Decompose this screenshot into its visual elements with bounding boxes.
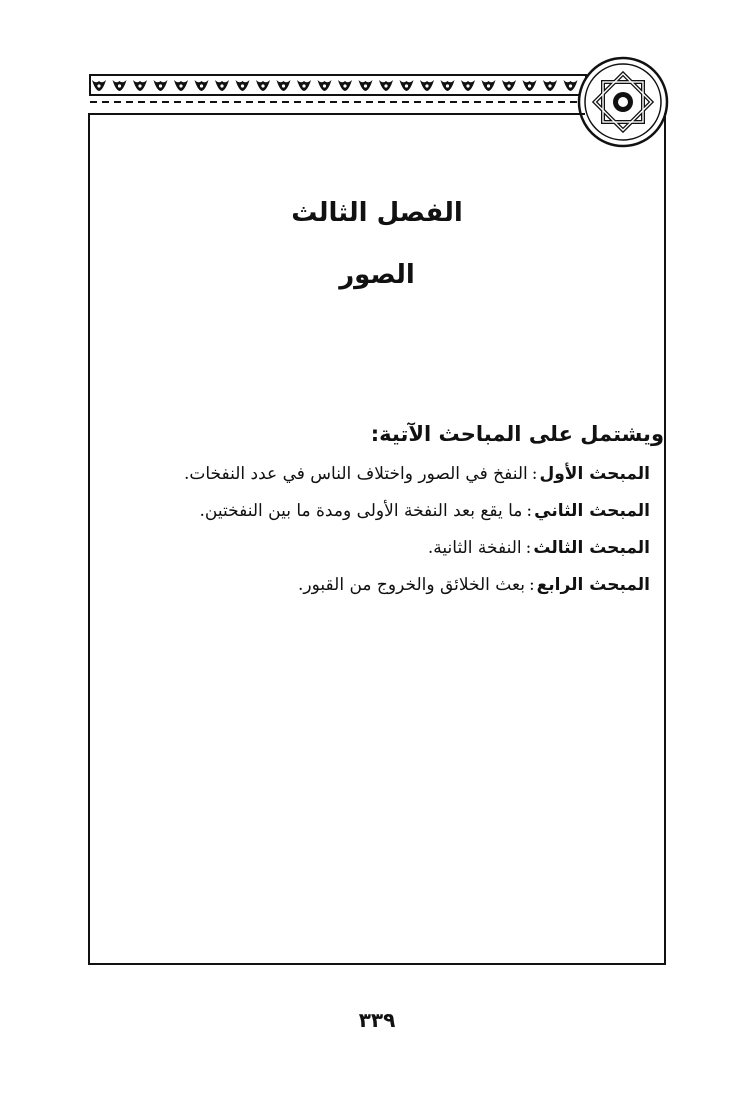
floral-motif-row xyxy=(92,80,578,91)
floral-motif-icon xyxy=(195,80,209,91)
topic-separator: : xyxy=(525,538,532,558)
floral-motif-icon xyxy=(564,80,578,91)
topic-text: النفخة الثانية. xyxy=(427,538,522,558)
floral-motif-icon xyxy=(379,80,393,91)
floral-motif-icon xyxy=(338,80,352,91)
topic-separator: : xyxy=(531,464,538,484)
topic-item xyxy=(104,493,650,530)
topic-separator: : xyxy=(528,575,535,595)
ornamental-border xyxy=(88,72,588,112)
floral-motif-icon xyxy=(92,80,106,91)
floral-motif-icon xyxy=(297,80,311,91)
floral-motif-icon xyxy=(441,80,455,91)
topic-item xyxy=(104,530,650,567)
topic-text: النفخ في الصور واختلاف الناس في عدد النفخات. xyxy=(183,464,528,484)
topic-item xyxy=(104,456,650,493)
floral-motif-icon xyxy=(318,80,332,91)
floral-motif-icon xyxy=(420,80,434,91)
floral-motif-icon xyxy=(502,80,516,91)
topic-list xyxy=(104,456,664,604)
topic-separator: : xyxy=(526,501,533,521)
topic-text: ما يقع بعد النفخة الأولى ومدة ما بين النفختين. xyxy=(199,501,523,521)
topic-text: بعث الخلائق والخروج من القبور. xyxy=(298,575,525,595)
topic-label: المبحث الرابع xyxy=(536,575,650,595)
topic-label: المبحث الأول xyxy=(539,464,650,484)
floral-motif-icon xyxy=(523,80,537,91)
floral-motif-icon xyxy=(215,80,229,91)
topic-label: المبحث الثاني xyxy=(534,501,650,521)
floral-motif-icon xyxy=(543,80,557,91)
floral-motif-icon xyxy=(482,80,496,91)
floral-motif-icon xyxy=(277,80,291,91)
floral-motif-icon xyxy=(174,80,188,91)
floral-motif-icon xyxy=(461,80,475,91)
topic-item xyxy=(104,567,650,604)
page-number: ٣٣٩ xyxy=(358,1008,396,1032)
floral-motif-icon xyxy=(236,80,250,91)
topic-label: المبحث الثالث xyxy=(533,538,650,558)
floral-motif-icon xyxy=(256,80,270,91)
floral-motif-icon xyxy=(154,80,168,91)
floral-motif-icon xyxy=(113,80,127,91)
chapter-contents xyxy=(104,418,664,604)
contents-intro: ويشتمل على المباحث الآتية: xyxy=(370,422,664,446)
floral-motif-icon xyxy=(400,80,414,91)
floral-motif-icon xyxy=(133,80,147,91)
chapter-subtitle: الصور xyxy=(339,260,415,290)
floral-motif-icon xyxy=(359,80,373,91)
chapter-title: الفصل الثالث xyxy=(291,198,463,228)
